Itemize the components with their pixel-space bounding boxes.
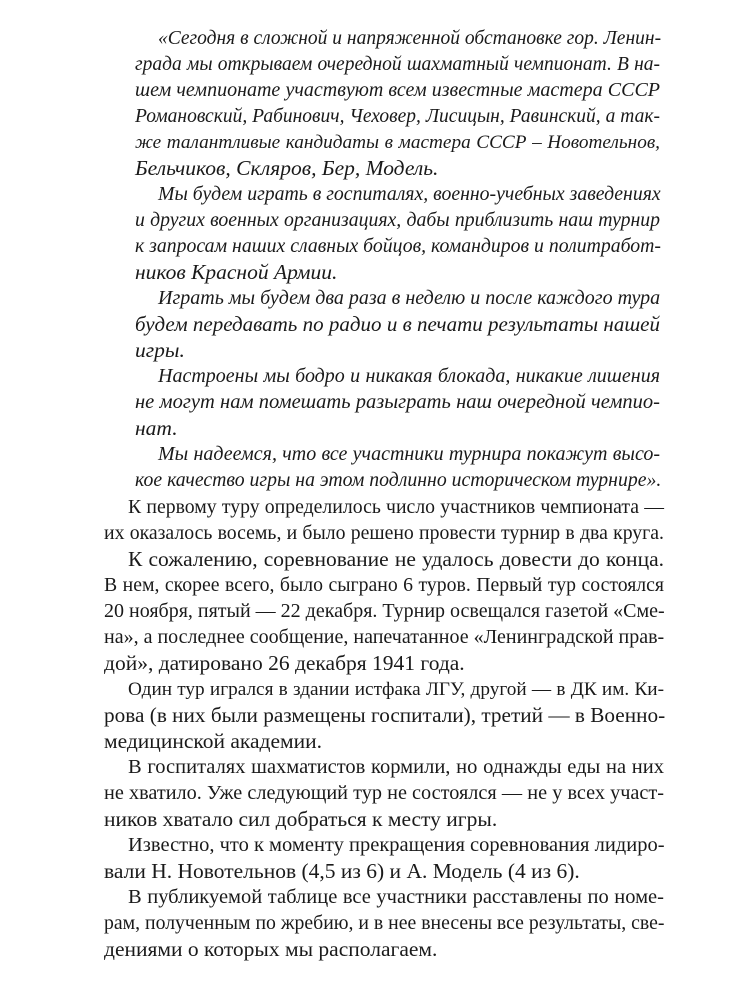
text-line: В госпиталях шахматистов кормили, но однажды еды на них <box>128 756 664 778</box>
text-line: кое качество игры на этом подлинно историческом турнире». <box>135 469 662 491</box>
text-line: дениями о которых мы располагаем. <box>104 937 438 961</box>
text-line: Романовский, Рабинович, Чеховер, Лисицын, Равинский, а так- <box>135 106 660 127</box>
text-line: Один тур игрался в здании истфака ЛГУ, другой — в ДК им. Ки- <box>128 679 664 700</box>
text-line: же талантливые кандидаты в мастера СССР – Новотельнов, <box>135 132 660 153</box>
text-line: Настроены мы бодро и никакая блокада, никакие лишения <box>158 365 660 387</box>
text-line: не хватило. Уже следующий тур не состоялся — не у всех участ- <box>104 782 664 804</box>
text-line: К первому туру определилось число участников чемпионата — <box>128 496 664 518</box>
text-line: Играть мы будем два раза в неделю и после каждого тура <box>158 287 661 309</box>
text-line: В нем, скорее всего, было сыграно 6 туров. Первый тур состоялся <box>104 574 664 596</box>
text-line: Мы надеемся, что все участники турнира покажут высо- <box>158 443 660 465</box>
text-line: рова (в них были размещены госпитали), третий — в Военно- <box>104 703 666 727</box>
text-line: Известно, что к моменту прекращения соревнования лидиро- <box>128 834 665 856</box>
text-line: града мы открываем очередной шахматный чемпионат. В на- <box>135 54 660 75</box>
text-line: и других военных организациях, дабы приблизить наш турнир <box>135 209 660 231</box>
text-line: будем передавать по радио и в печати результаты нашей <box>135 312 660 336</box>
text-line: на», а последнее сообщение, напечатанное «Ленинградской прав- <box>104 626 665 648</box>
text-line: не могут нам помешать разыграть наш очередной чемпио- <box>135 391 660 413</box>
text-line: Бельчиков, Скляров, Бер, Модель. <box>135 156 439 180</box>
text-line: 20 ноября, пятый — 22 декабря. Турнир освещался газетой «Сме- <box>104 600 665 622</box>
text-line: игры. <box>135 338 185 362</box>
text-line: вали Н. Новотельнов (4,5 из 6) и А. Модель (4 из 6). <box>104 859 580 883</box>
text-line: К сожалению, соревнование не удалось довести до конца. <box>128 547 664 571</box>
text-line: медицинской академии. <box>104 729 323 753</box>
text-line: нат. <box>135 416 178 440</box>
text-line: ников хватало сил добраться к месту игры. <box>104 807 498 831</box>
text-line: «Сегодня в сложной и напряженной обстановке гор. Ленин- <box>158 28 662 49</box>
text-line: шем чемпионате участвуют всем известные мастера СССР <box>135 79 660 101</box>
text-line: их оказалось восемь, и было решено провести турнир в два круга. <box>104 522 664 544</box>
text-line: дой», датировано 26 декабря 1941 года. <box>104 651 465 675</box>
text-line: ников Красной Армии. <box>135 260 338 284</box>
text-line: к запросам наших славных бойцов, командиров и политработ- <box>135 235 661 257</box>
text-line: рам, полученным по жребию, и в нее внесены все результаты, све- <box>104 912 665 934</box>
text-line: Мы будем играть в госпиталях, военно-учебных заведениях <box>158 183 661 205</box>
text-line: В публикуемой таблице все участники расставлены по номе- <box>128 886 664 908</box>
